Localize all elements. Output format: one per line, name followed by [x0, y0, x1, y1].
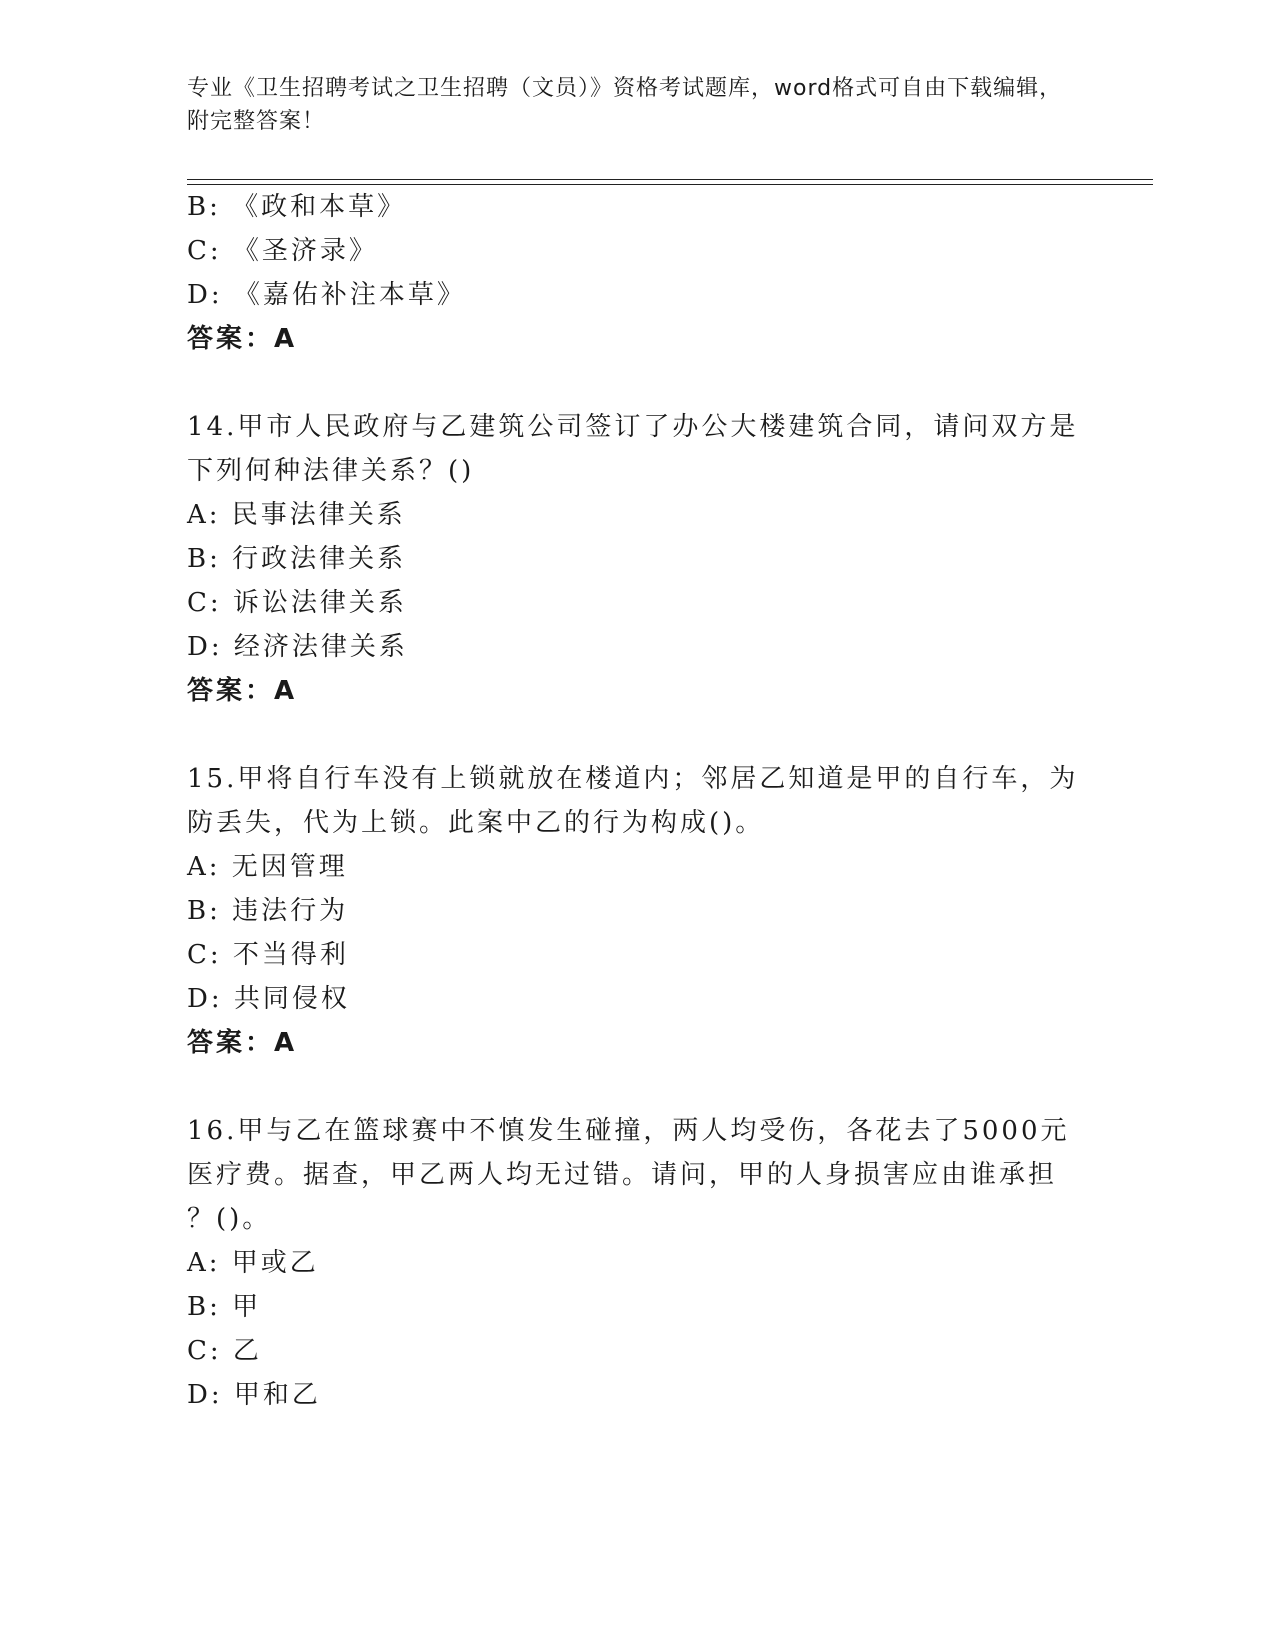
- q16-stem-line1: 16.甲与乙在篮球赛中不慎发生碰撞，两人均受伤，各花去了5000元: [187, 1116, 1070, 1146]
- q14-option-b: B: 行政法律关系: [187, 544, 407, 574]
- q14-option-a: A: 民事法律关系: [187, 500, 406, 530]
- q14-option-c: C: 诉讼法律关系: [187, 588, 407, 618]
- q15-option-c: C: 不当得利: [187, 940, 349, 970]
- q16-stem-line3: ？()。: [187, 1204, 272, 1234]
- q15-stem-line1: 15.甲将自行车没有上锁就放在楼道内；邻居乙知道是甲的自行车，为: [187, 764, 1079, 794]
- q15-option-a: A: 无因管理: [187, 852, 348, 882]
- q16-option-b: B: 甲: [187, 1292, 262, 1322]
- q15-answer: 答案：A: [187, 1028, 298, 1058]
- document-header: 专业《卫生招聘考试之卫生招聘（文员）》资格考试题库，word格式可自由下载编辑，附完整答案！: [187, 76, 1063, 134]
- q13-answer: 答案：A: [187, 324, 298, 354]
- q14-stem-line1: 14.甲市人民政府与乙建筑公司签订了办公大楼建筑合同，请问双方是: [187, 412, 1079, 442]
- q13-option-b: B: 《政和本草》: [187, 192, 407, 222]
- q16-option-a: A: 甲或乙: [187, 1248, 319, 1278]
- header-divider-top: [187, 179, 1153, 180]
- q16-option-c: C: 乙: [187, 1336, 262, 1366]
- q13-option-c: C: 《圣济录》: [187, 236, 378, 266]
- q16-option-d: D: 甲和乙: [187, 1380, 321, 1410]
- q15-option-b: B: 违法行为: [187, 896, 349, 926]
- q14-answer: 答案：A: [187, 676, 298, 706]
- q14-option-d: D: 经济法律关系: [187, 632, 408, 662]
- q15-stem-line2: 防丢失，代为上锁。此案中乙的行为构成()。: [187, 808, 765, 838]
- q13-option-d: D: 《嘉佑补注本草》: [187, 280, 466, 310]
- q14-stem-line2: 下列何种法律关系？(): [187, 456, 475, 486]
- q15-option-d: D: 共同侵权: [187, 984, 350, 1014]
- q16-stem-line2: 医疗费。据查，甲乙两人均无过错。请问，甲的人身损害应由谁承担: [187, 1160, 1058, 1190]
